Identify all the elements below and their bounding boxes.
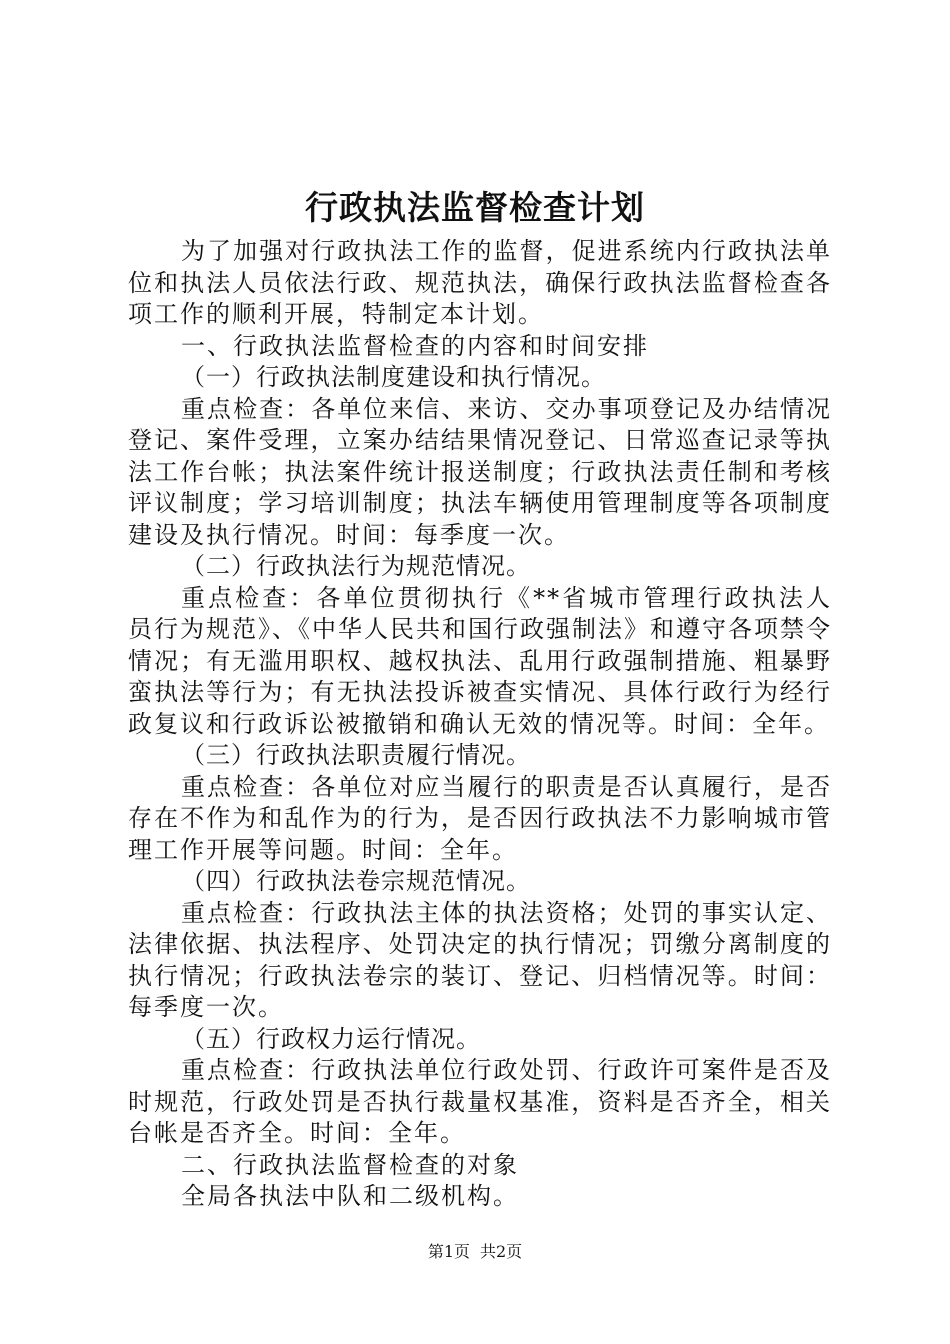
subsection-heading-1: （一）行政执法制度建设和执行情况。 [181, 363, 606, 391]
document-title: 行政执法监督检查计划 [305, 188, 645, 227]
section-heading-1: 一、行政执法监督检查的内容和时间安排 [181, 331, 649, 360]
subsection-heading-2: （二）行政执法行为规范情况。 [181, 552, 531, 580]
paragraph-check-4: 重点检查：行政执法主体的执法资格；处罚的事实认定、法律依据、执法程序、处罚决定的执行情况；罚缴分离制度的执行情况；行政执法卷宗的装订、登记、归档情况等。时间：每季度一次。 [128, 898, 832, 1021]
document-body [128, 236, 832, 1213]
intro-paragraph: 为了加强对行政执法工作的监督，促进系统内行政执法单位和执法人员依法行政、规范执法，确保行政执法监督检查各项工作的顺利开展，特制定本计划。 [128, 237, 832, 328]
subsection-heading-5: （五）行政权力运行情况。 [181, 1024, 481, 1053]
subsection-heading-4: （四）行政执法卷宗规范情况。 [181, 867, 531, 895]
paragraph-check-2: 重点检查：各单位贯彻执行《**省城市管理行政执法人员行为规范》、《中华人民共和国行政强制法》和遵守各项禁令情况；有无滥用职权、越权执法、乱用行政强制措施、粗暴野蛮执法等行为；有无执法投诉被查实情况、具体行政行为经行政复议和行政诉讼被撤销和确认无效的情况等。时间：全年。 [128, 583, 832, 738]
section-heading-2: 二、行政执法监督检查的对象 [181, 1150, 519, 1179]
page-number-current: 第1页 [427, 1242, 470, 1261]
paragraph-targets: 全局各执法中队和二级机构。 [181, 1182, 519, 1210]
paragraph-check-3: 重点检查：各单位对应当履行的职责是否认真履行，是否存在不作为和乱作为的行为，是否因行政执法不力影响城市管理工作开展等问题。时间：全年。 [128, 772, 832, 864]
paragraph-check-5: 重点检查：行政执法单位行政处罚、行政许可案件是否及时规范，行政处罚是否执行裁量权基准，资料是否齐全，相关台帐是否齐全。时间：全年。 [128, 1056, 832, 1147]
paragraph-check-1: 重点检查：各单位来信、来访、交办事项登记及办结情况登记、案件受理，立案办结结果情况登记、日常巡查记录等执法工作台帐；执法案件统计报送制度；行政执法责任制和考核评议制度；学习培训制度；执法车辆使用管理制度等各项制度建设及执行情况。时间：每季度一次。 [128, 394, 832, 549]
page-number-total: 共2页 [480, 1242, 523, 1261]
subsection-heading-3: （三）行政执法职责履行情况。 [181, 741, 531, 769]
page-footer [0, 1240, 950, 1264]
